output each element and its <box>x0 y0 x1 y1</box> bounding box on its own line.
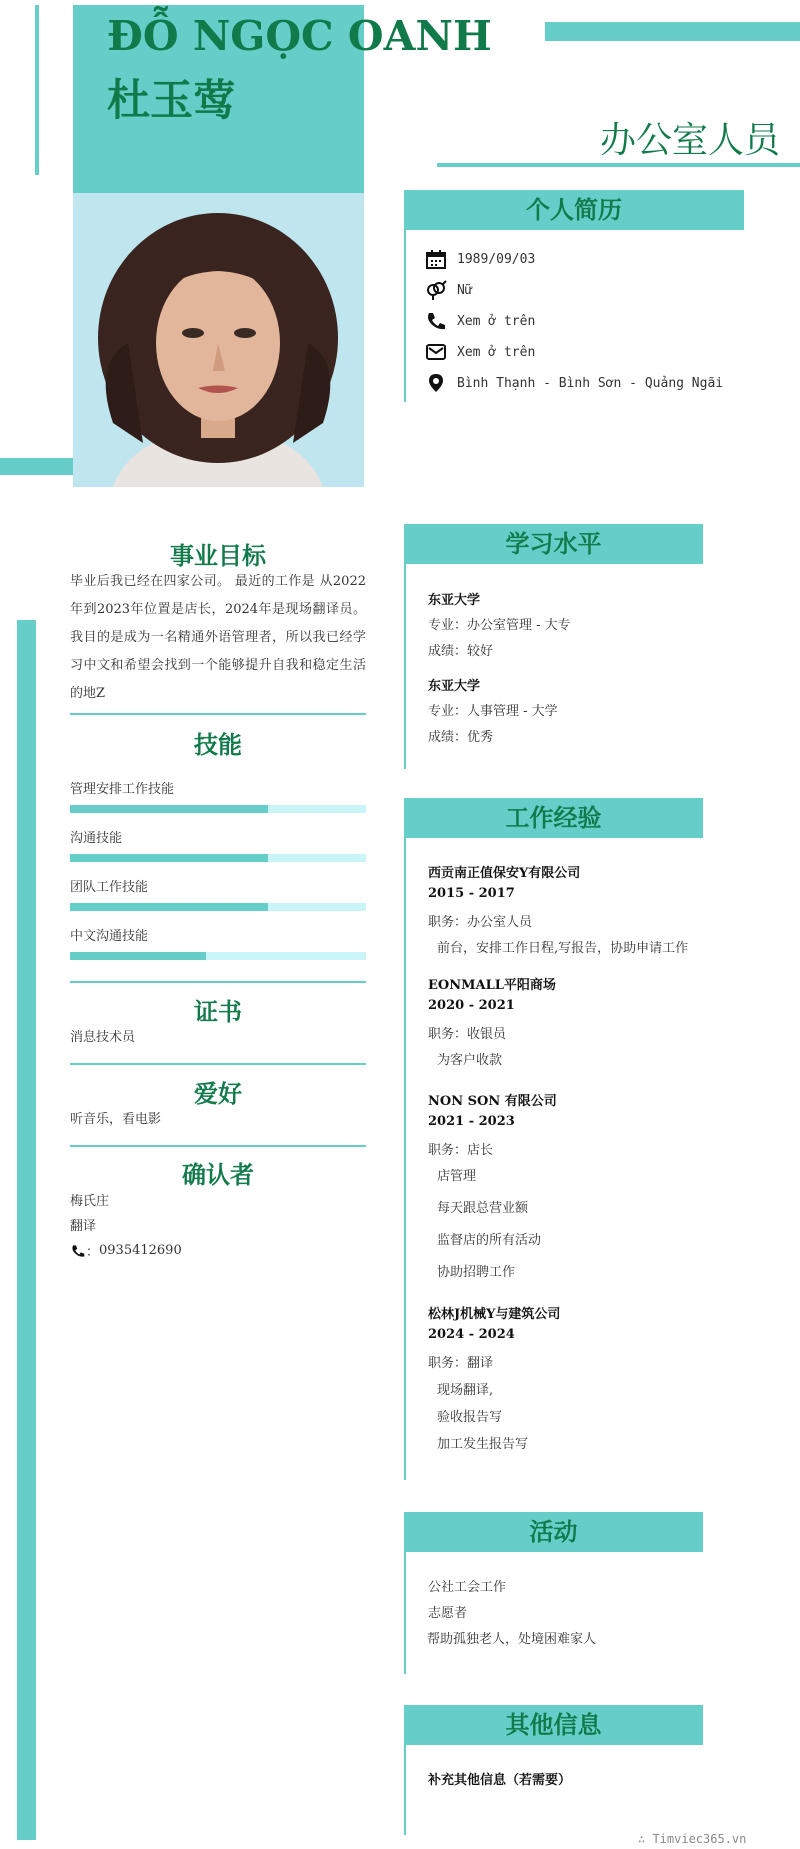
job-years: 2021 - 2023 <box>428 1114 515 1129</box>
objective-text: 毕业后我已经在四家公司。 最近的工作是 从2022年到2023年位置是店长，2024年是现场翻译员。我目的是成为一名精通外语管理者，所以我已经学习中文和希望会找到一个能够提升自我和稳定生活的地Z <box>70 574 366 701</box>
skill-bar-fill <box>70 805 268 813</box>
portrait-illustration <box>73 193 364 487</box>
skill-label: 中文沟通技能 <box>70 929 149 944</box>
job-years: 2024 - 2024 <box>428 1327 515 1342</box>
reference-phone: 0935412690 <box>99 1243 182 1258</box>
full-name: ĐỖ NGỌC OANH <box>107 12 492 60</box>
job-position: 职务：收银员 <box>428 1027 507 1042</box>
birthdate-text: 1989/09/03 <box>457 251 536 267</box>
skill-bar-fill <box>70 854 268 862</box>
activity-item: 志愿者 <box>428 1606 468 1621</box>
education-title: 学习水平 <box>505 530 602 558</box>
left-top-vertical-line <box>35 5 39 175</box>
watermark: ∴ Timviec365.vn <box>638 1832 747 1846</box>
profile-header <box>404 190 744 230</box>
gender-text: Nữ <box>457 282 473 298</box>
job-duty: 现场翻译, <box>437 1383 494 1398</box>
job-duty: 监督店的所有活动 <box>437 1233 542 1248</box>
other-text: 补充其他信息（若需要） <box>428 1773 572 1788</box>
skill-label: 沟通技能 <box>70 831 123 846</box>
certificates-text: 消息技术员 <box>70 1030 136 1045</box>
experience-header <box>404 798 703 838</box>
email-text: Xem ở trên <box>457 344 536 360</box>
job-duty: 前台，安排工作日程,写报告，协助申请工作 <box>437 941 689 956</box>
info-address <box>425 372 723 394</box>
skill-label: 管理安排工作技能 <box>70 782 175 797</box>
job-position: 职务：办公室人员 <box>428 915 533 930</box>
info-gender <box>425 279 473 301</box>
info-birthdate <box>425 248 535 270</box>
objective-title: 事业目标 <box>170 542 266 570</box>
job-duty: 加工发生报告写 <box>437 1437 529 1452</box>
phone-text: Xem ở trên <box>457 313 536 329</box>
info-phone <box>425 310 535 332</box>
divider-4 <box>70 1145 366 1147</box>
phone-icon <box>70 1244 86 1258</box>
education-major: 专业：人事管理 - 大学 <box>428 704 558 719</box>
hobbies-title: 爱好 <box>194 1080 242 1108</box>
top-right-bar <box>545 22 800 41</box>
reference-role: 翻译 <box>70 1219 97 1234</box>
skill-bar-fill <box>70 903 268 911</box>
location-icon <box>425 373 447 393</box>
job-duty: 验收报告写 <box>437 1410 503 1425</box>
other-header <box>404 1705 703 1745</box>
info-email <box>425 341 535 363</box>
activities-header <box>404 1512 703 1552</box>
job-duty: 协助招聘工作 <box>437 1265 516 1280</box>
hobbies-text: 听音乐，看电影 <box>70 1112 162 1127</box>
reference-phone-prefix: ： <box>86 1245 100 1260</box>
education-header <box>404 524 703 564</box>
divider-2 <box>70 981 366 983</box>
phone-icon <box>425 311 447 331</box>
profile-title: 个人简历 <box>526 196 622 224</box>
chinese-name: 杜玉莺 <box>107 76 236 126</box>
left-mid-horizontal-bar <box>0 458 73 475</box>
job-years: 2015 - 2017 <box>428 886 515 901</box>
email-icon <box>425 342 447 362</box>
gender-icon <box>425 280 447 300</box>
education-major: 专业：办公室管理 - 大专 <box>428 618 571 633</box>
calendar-icon <box>425 249 447 269</box>
skill-bar-fill <box>70 952 206 960</box>
education-school: 东亚大学 <box>428 593 481 608</box>
other-title: 其他信息 <box>505 1711 602 1739</box>
activity-item: 公社工会工作 <box>428 1580 507 1595</box>
education-school: 东亚大学 <box>428 679 481 694</box>
education-grade: 成绩：较好 <box>428 644 494 659</box>
address-text: Bình Thạnh - Bình Sơn - Quảng Ngãi <box>457 375 724 391</box>
job-position: 职务：翻译 <box>428 1356 494 1371</box>
divider-1 <box>70 713 366 715</box>
activity-item: 帮助孤独老人，处境困难家人 <box>427 1632 597 1647</box>
skill-bar <box>70 805 366 813</box>
skills-title: 技能 <box>194 731 242 759</box>
activities-title: 活动 <box>529 1518 578 1546</box>
divider-3 <box>70 1063 366 1065</box>
certificates-title: 证书 <box>194 998 242 1026</box>
skill-bar <box>70 952 366 960</box>
reference-name: 梅氏庄 <box>70 1194 110 1209</box>
reference-phone-row <box>70 1241 182 1260</box>
job-company: EONMALL平阳商场 <box>428 978 556 993</box>
job-company: 松林J机械Y与建筑公司 <box>428 1307 561 1322</box>
experience-title: 工作经验 <box>505 804 602 832</box>
skill-bar <box>70 903 366 911</box>
reference-title: 确认者 <box>182 1161 254 1189</box>
job-duty: 每天跟总营业额 <box>437 1201 529 1216</box>
job-duty: 为客户收款 <box>437 1053 503 1068</box>
job-title: 办公室人员 <box>600 120 781 161</box>
skill-label: 团队工作技能 <box>70 880 149 895</box>
job-years: 2020 - 2021 <box>428 998 515 1013</box>
job-company: 西贡南正值保安Y有限公司 <box>428 866 581 881</box>
experience-left-line <box>404 798 406 1480</box>
job-duty: 店管理 <box>437 1169 477 1184</box>
profile-photo <box>73 193 364 487</box>
job-position: 职务：店长 <box>428 1143 494 1158</box>
skill-bar <box>70 854 366 862</box>
education-grade: 成绩：优秀 <box>428 730 494 745</box>
job-company: NON SON 有限公司 <box>428 1094 557 1109</box>
left-long-vertical-bar <box>17 620 36 1840</box>
title-underline <box>437 163 800 167</box>
